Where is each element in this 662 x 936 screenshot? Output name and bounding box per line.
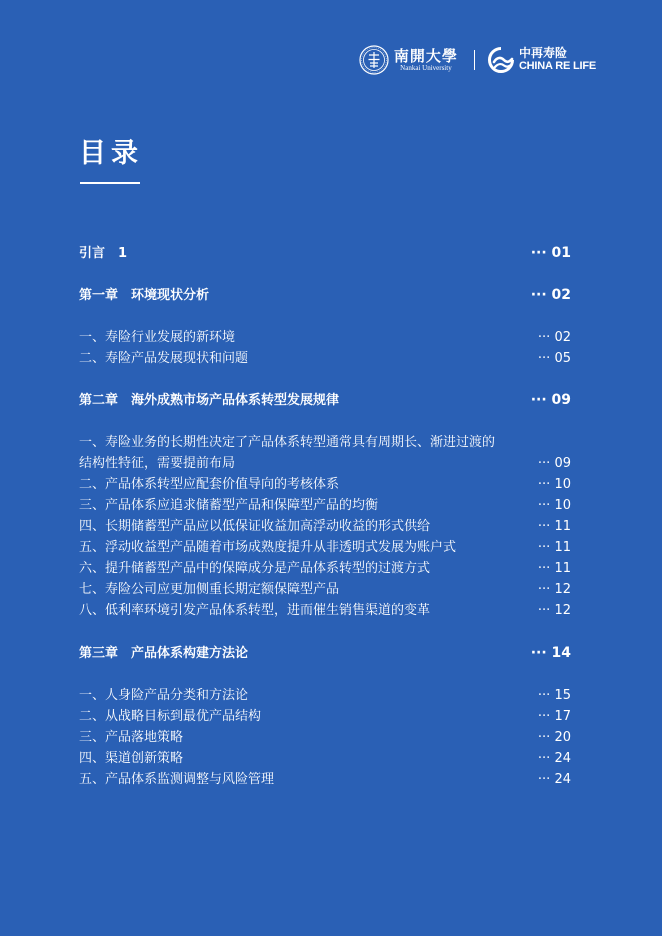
toc-entry-label: 二、寿险产品发展现状和问题: [79, 351, 249, 366]
nankai-name-cn: 南開大學: [393, 46, 458, 65]
toc-page-number: ··· 02: [537, 330, 571, 345]
toc-page-number: ··· 14: [530, 645, 571, 661]
toc-section-row[interactable]: [79, 474, 571, 495]
toc-section-row[interactable]: [79, 495, 571, 516]
toc-entry-label: 一、寿险行业发展的新环境: [79, 330, 236, 345]
toc-entry-label: 三、产品体系应追求储蓄型产品和保障型产品的均衡: [79, 498, 379, 513]
toc-entry-label: 引言 1: [79, 246, 128, 261]
toc-entry-label: 五、产品体系监测调整与风险管理: [79, 772, 275, 787]
toc-page-number: ··· 01: [530, 245, 571, 261]
toc-page-number: ··· 12: [537, 582, 571, 597]
toc-section-row[interactable]: [79, 348, 571, 369]
toc-page-number: ··· 15: [537, 688, 571, 703]
toc-entry-label: 第三章 产品体系构建方法论: [79, 646, 249, 661]
toc-entry-label: 一、人身险产品分类和方法论: [79, 688, 249, 703]
toc-page-number: ··· 10: [537, 498, 571, 513]
toc-entry-label: 一、寿险业务的长期性决定了产品体系转型通常具有周期长、渐进过渡的: [79, 435, 496, 450]
toc-entry-label: 四、渠道创新策略: [79, 751, 184, 766]
toc-entry-label: 二、从战略目标到最优产品结构: [79, 709, 262, 724]
toc-page-number: ··· 11: [537, 519, 571, 534]
toc-entry-label: 第二章 海外成熟市场产品体系转型发展规律: [79, 393, 340, 408]
header: [359, 40, 596, 80]
toc-entry-label: 八、低利率环境引发产品体系转型，进而催生销售渠道的变革: [79, 603, 431, 618]
toc-chapter-row[interactable]: [79, 285, 571, 306]
toc-page-number: ··· 02: [530, 287, 571, 303]
toc-section-row[interactable]: [79, 769, 571, 790]
toc-chapter-row[interactable]: [79, 390, 571, 411]
toc-section-row[interactable]: [79, 600, 571, 621]
toc-entry-label: 六、提升储蓄型产品中的保障成分是产品体系转型的过渡方式: [79, 561, 431, 576]
toc-entry-label: 结构性特征，需要提前布局: [79, 456, 236, 471]
nankai-name-en: Nankai University: [400, 63, 452, 72]
toc-section-row[interactable]: [79, 727, 571, 748]
header-divider: [474, 50, 475, 70]
toc-page-number: ··· 11: [537, 540, 571, 555]
toc-section-row[interactable]: [79, 748, 571, 769]
china-re-life-icon: [487, 46, 515, 74]
toc-page-number: ··· 05: [537, 351, 571, 366]
title-underline: [80, 182, 140, 184]
toc-entry-label: 第一章 环境现状分析: [79, 288, 210, 303]
toc-page-number: ··· 24: [537, 751, 571, 766]
toc-page-number: ··· 24: [537, 772, 571, 787]
china-re-life-name-en: CHINA RE LIFE: [518, 60, 596, 72]
toc-page-number: ··· 12: [537, 603, 571, 618]
toc-section-row[interactable]: [79, 537, 571, 558]
toc-page-number: ··· 11: [537, 561, 571, 576]
china-re-life-name-cn: 中再寿险: [518, 46, 567, 60]
toc-page-number: ··· 10: [537, 477, 571, 492]
toc-chapter-row[interactable]: [79, 243, 571, 264]
toc-section-row[interactable]: [79, 558, 571, 579]
toc-section-row[interactable]: [79, 327, 571, 348]
toc-entry-label: 三、产品落地策略: [79, 730, 184, 745]
toc-page-number: ··· 09: [537, 456, 571, 471]
toc-page-number: ··· 09: [530, 392, 571, 408]
toc-section-row[interactable]: [79, 516, 571, 537]
toc-page-number: ··· 20: [537, 730, 571, 745]
page-title: 目录: [79, 138, 143, 169]
toc-chapter-row[interactable]: [79, 643, 571, 664]
china-re-life-logo: [519, 47, 596, 73]
toc-entry-label: 五、浮动收益型产品随着市场成熟度提升从非透明式发展为账户式: [79, 540, 457, 555]
toc-section-row[interactable]: [79, 453, 571, 474]
nankai-seal-icon: [359, 45, 389, 75]
toc-entry-label: 七、寿险公司应更加侧重长期定额保障型产品: [79, 582, 340, 597]
nankai-logo: [394, 48, 458, 73]
toc-section-row[interactable]: [79, 706, 571, 727]
toc-section-row[interactable]: [79, 432, 571, 453]
toc-section-row[interactable]: [79, 685, 571, 706]
toc-entry-label: 四、长期储蓄型产品应以低保证收益加高浮动收益的形式供给: [79, 519, 431, 534]
toc-entry-label: 二、产品体系转型应配套价值导向的考核体系: [79, 477, 340, 492]
toc-page-number: ··· 17: [537, 709, 571, 724]
toc-section-row[interactable]: [79, 579, 571, 600]
